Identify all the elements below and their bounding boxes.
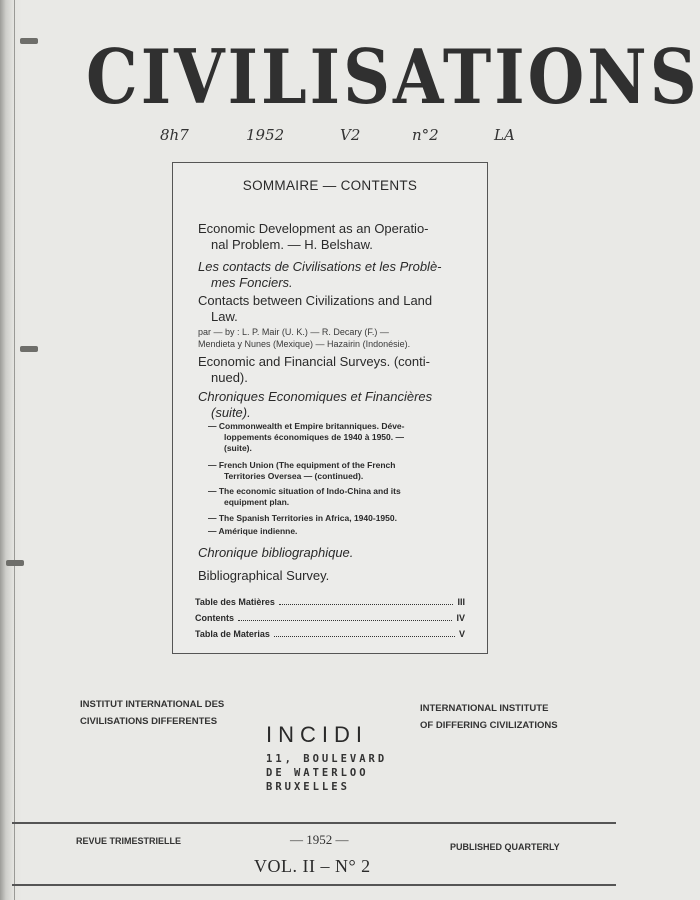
contents-box (172, 162, 488, 654)
frequency-en: PUBLISHED QUARTERLY (450, 842, 560, 852)
chronicle-item[interactable]: — The Spanish Territories in Africa, 1940-1950. (208, 513, 397, 523)
contents-entry[interactable]: Chroniques Economiques et Financières (suite). (198, 389, 433, 420)
contents-heading: SOMMAIRE — CONTENTS (242, 178, 418, 193)
handwritten-note: V2 (340, 126, 361, 144)
contents-entry[interactable]: Economic and Financial Surveys. (conti- nued). (198, 354, 430, 385)
publisher-acronym: INCIDI (266, 722, 368, 747)
leader-dots (274, 636, 455, 637)
spine-edge (14, 0, 15, 900)
address-line: BRUXELLES (266, 781, 350, 793)
binding-mark (6, 560, 24, 566)
contents-entry[interactable]: Les contacts de Civilisations et les Problè- mes Fonciers. (198, 259, 442, 290)
page-spine (0, 0, 22, 900)
journal-title: CIVILISATIONS (86, 34, 700, 122)
footer-divider (12, 822, 616, 824)
publisher-english: INTERNATIONAL INSTITUTE OF DIFFERING CIVILIZATIONS (420, 703, 558, 731)
address-line: DE WATERLOO (266, 767, 369, 779)
contents-authors: par — by : L. P. Mair (U. K.) — R. Decary (F.) — Mendieta y Nunes (Mexique) — Hazairin (Indonésie). (198, 327, 411, 349)
contents-entry[interactable]: Contacts between Civilizations and Land Law. (198, 293, 433, 324)
footer-divider-bottom (12, 884, 616, 886)
frequency-fr: REVUE TRIMESTRIELLE (76, 836, 182, 846)
chronicle-item[interactable]: — The economic situation of Indo-China and its equipment plan. (208, 486, 401, 507)
publisher-french: INSTITUT INTERNATIONAL DES CIVILISATIONS DIFFERENTES (80, 699, 225, 727)
handwritten-note: LA (494, 126, 515, 144)
contents-entry[interactable]: Chronique bibliographique. (198, 545, 354, 560)
leader-dots (279, 604, 454, 605)
volume-number: VOL. II – N° 2 (254, 856, 371, 876)
toc-row[interactable]: Contents IV (195, 613, 465, 623)
binding-mark (20, 346, 38, 352)
address-line: 11, BOULEVARD (266, 753, 388, 765)
handwritten-note: 8h7 (160, 126, 189, 144)
toc-row[interactable]: Table des Matières III (195, 597, 465, 607)
toc-row[interactable]: Tabla de Materias V (195, 629, 465, 639)
leader-dots (238, 620, 452, 621)
publication-year: — 1952 — (290, 832, 349, 847)
chronicle-item[interactable]: — Amérique indienne. (208, 526, 298, 536)
binding-mark (20, 38, 38, 44)
chronicle-item[interactable]: — Commonwealth et Empire britanniques. Déve- loppements économiques de 1940 à 1950. — (suite). (208, 421, 405, 453)
contents-entry[interactable]: Economic Development as an Operatio- nal Problem. — H. Belshaw. (198, 221, 429, 252)
chronicle-item[interactable]: — French Union (The equipment of the French Territories Oversea — (continued). (208, 460, 396, 481)
handwritten-note: n°2 (412, 126, 439, 144)
handwritten-note: 1952 (246, 126, 285, 144)
contents-entry[interactable]: Bibliographical Survey. (198, 568, 330, 583)
